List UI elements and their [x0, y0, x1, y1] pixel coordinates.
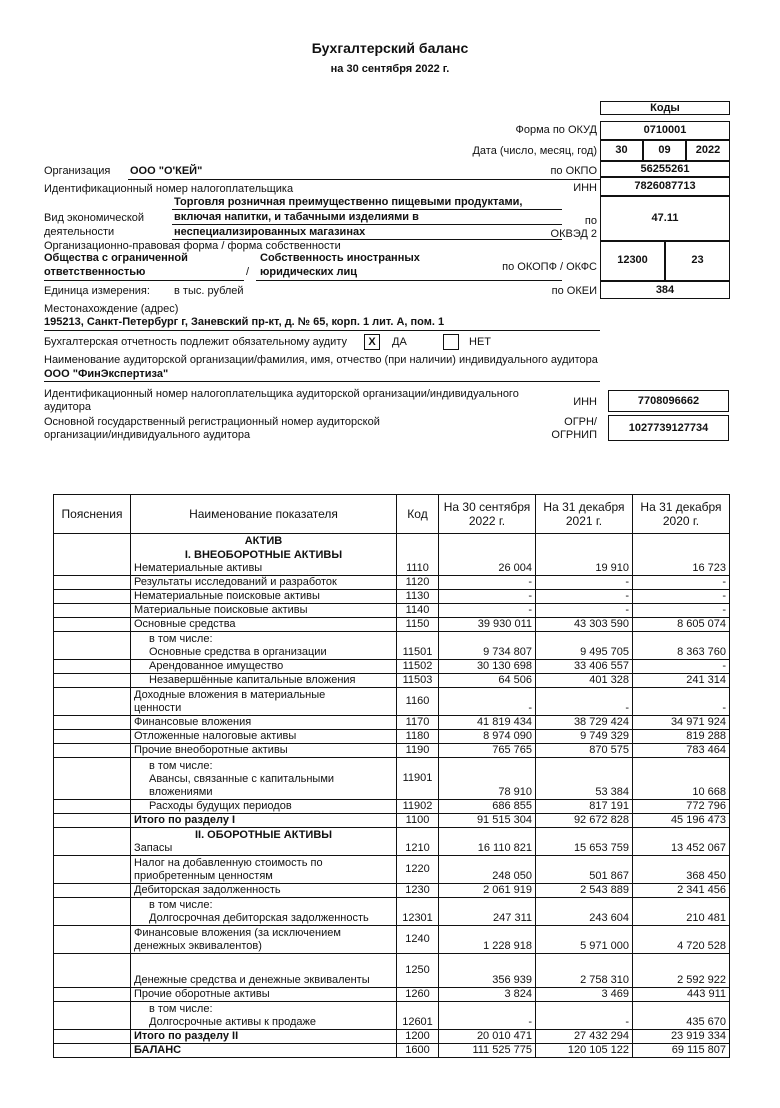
- value-2020-cell: 8 363 760: [633, 632, 730, 660]
- value-2022-cell: 30 130 698: [439, 660, 536, 674]
- indicator-label: Налог на добавленную стоимость по: [134, 857, 323, 869]
- code-cell: 11502: [397, 660, 439, 674]
- balance-table: [53, 494, 730, 1058]
- table-row: [54, 814, 730, 828]
- value-2021-cell: 92 672 828: [536, 814, 633, 828]
- notes-cell: [54, 632, 131, 660]
- org-name: ООО "О'КЕЙ": [130, 165, 203, 177]
- code-cell: 12601: [397, 1002, 439, 1030]
- codes-header: Коды: [600, 101, 730, 115]
- value-2021-cell: 2 758 310: [536, 954, 633, 988]
- value-2021-cell: 9 495 705: [536, 632, 633, 660]
- table-row: [54, 884, 730, 898]
- value-2021-cell: 501 867: [536, 856, 633, 884]
- indicator-cell: Материальные поисковые активы: [131, 604, 397, 618]
- notes-cell: [54, 856, 131, 884]
- audit-yes-label: ДА: [392, 336, 407, 348]
- audit-no-checkbox[interactable]: [443, 334, 459, 350]
- indicator-label-cont: денежных эквивалентов): [134, 940, 262, 952]
- value-2021-cell: 15 653 759: [536, 828, 633, 856]
- value-2022-cell: 39 930 011: [439, 618, 536, 632]
- value-2020-cell: -: [633, 604, 730, 618]
- indicator-cell: [131, 828, 397, 856]
- audit-required-label: Бухгалтерская отчетность подлежит обязательному аудиту: [44, 336, 347, 348]
- indicator-label: Финансовые вложения (за исключением: [134, 927, 341, 939]
- value-2020-cell: 13 452 067: [633, 828, 730, 856]
- table-row: [54, 534, 730, 548]
- value-2022-cell: 1 228 918: [439, 926, 536, 954]
- notes-cell: [54, 800, 131, 814]
- value-2020-cell: 783 464: [633, 744, 730, 758]
- table-header-row: [54, 495, 730, 534]
- code-cell: 1120: [397, 576, 439, 590]
- notes-cell: [54, 618, 131, 632]
- indicator-label-cont: приобретенным ценностям: [134, 870, 273, 882]
- table-row: [54, 898, 730, 926]
- table-row: [54, 1030, 730, 1044]
- indicator-label: Запасы: [134, 842, 173, 854]
- value-2020-cell: 16 723: [633, 562, 730, 576]
- table-row: [54, 744, 730, 758]
- legal-form-label: Организационно-правовая форма / форма собственности: [44, 240, 341, 252]
- table-row: [54, 1044, 730, 1058]
- code-cell: 11901: [397, 758, 439, 800]
- activity-line-2: включая напитки, и табачными изделиями в: [174, 211, 419, 223]
- code-cell: 1110: [397, 562, 439, 576]
- indicator-cell: Основные средства: [131, 618, 397, 632]
- value-2022-cell: 111 525 775: [439, 1044, 536, 1058]
- value-2020-cell: 368 450: [633, 856, 730, 884]
- auditor-inn-value: 7708096662: [608, 390, 729, 412]
- value-2022-cell: -: [439, 1002, 536, 1030]
- indicator-cell: Нематериальные поисковые активы: [131, 590, 397, 604]
- indicator-cell: АКТИВ: [131, 534, 397, 548]
- notes-cell: [54, 1002, 131, 1030]
- notes-cell: [54, 954, 131, 988]
- code-cell: [397, 548, 439, 562]
- indicator-label: Основные средства в организации: [149, 646, 327, 658]
- notes-cell: [54, 590, 131, 604]
- value-2022-cell: 64 506: [439, 674, 536, 688]
- value-2021-cell: 19 910: [536, 562, 633, 576]
- auditor-inn-code-label: ИНН: [573, 396, 597, 408]
- value-2021-cell: -: [536, 1002, 633, 1030]
- notes-cell: [54, 926, 131, 954]
- indicator-cell: Денежные средства и денежные эквиваленты: [131, 954, 397, 988]
- value-2021-cell: 401 328: [536, 674, 633, 688]
- indicator-cell: Арендованное имущество: [131, 660, 397, 674]
- unit-label: Единица измерения:: [44, 285, 150, 297]
- value-2021-cell: 870 575: [536, 744, 633, 758]
- notes-cell: [54, 660, 131, 674]
- table-row: [54, 688, 730, 716]
- subheading: в том числе:: [149, 633, 213, 645]
- value-2022-cell: -: [439, 604, 536, 618]
- indicator-cell: Результаты исследований и разработок: [131, 576, 397, 590]
- okopf-label: по ОКОПФ / ОКФС: [502, 261, 597, 273]
- unit-value: в тыс. рублей: [174, 285, 244, 297]
- notes-cell: [54, 576, 131, 590]
- indicator-cell: Итого по разделу II: [131, 1030, 397, 1044]
- indicator-cell: Итого по разделу I: [131, 814, 397, 828]
- indicator-cell: [131, 926, 397, 954]
- table-row: [54, 856, 730, 884]
- legal-form-separator: /: [246, 266, 250, 278]
- okud-label: Форма по ОКУД: [515, 124, 597, 136]
- value-2020-cell: -: [633, 660, 730, 674]
- indicator-cell: [131, 688, 397, 716]
- section-heading: II. ОБОРОТНЫЕ АКТИВЫ: [194, 829, 333, 841]
- value-2022-cell: [439, 534, 536, 548]
- table-row: [54, 590, 730, 604]
- activity-line-1: Торговля розничная преимущественно пищевыми продуктами,: [174, 196, 523, 208]
- value-2021-cell: 43 303 590: [536, 618, 633, 632]
- table-row: [54, 1002, 730, 1030]
- value-2020-cell: 210 481: [633, 898, 730, 926]
- okei-value: 384: [600, 281, 730, 299]
- subheading: в том числе:: [149, 1003, 213, 1015]
- value-2021-cell: 27 432 294: [536, 1030, 633, 1044]
- value-2020-cell: 2 341 456: [633, 884, 730, 898]
- code-cell: 1250: [397, 954, 439, 988]
- col-indicator-header: Наименование показателя: [131, 495, 397, 534]
- ownership-form-b: юридических лиц: [260, 266, 358, 278]
- activity-label-1: Вид экономической: [44, 212, 145, 224]
- value-2022-cell: 247 311: [439, 898, 536, 926]
- value-2022-cell: -: [439, 576, 536, 590]
- notes-cell: [54, 534, 131, 548]
- page-title: Бухгалтерский баланс: [311, 40, 469, 56]
- audit-no-label: НЕТ: [469, 336, 491, 348]
- value-2020-cell: -: [633, 688, 730, 716]
- code-cell: 1160: [397, 688, 439, 716]
- value-2020-cell: [633, 534, 730, 548]
- subheading: в том числе:: [149, 899, 213, 911]
- table-row: [54, 716, 730, 730]
- value-2020-cell: -: [633, 590, 730, 604]
- notes-cell: [54, 814, 131, 828]
- indicator-cell: [131, 758, 397, 800]
- col-notes-header: Пояснения: [54, 495, 131, 534]
- okpo-label: по ОКПО: [550, 165, 597, 177]
- ogrn-label-1: Основной государственный регистрационный номер аудиторской: [44, 416, 380, 428]
- code-cell: 1180: [397, 730, 439, 744]
- okved-value: 47.11: [600, 196, 730, 241]
- audit-yes-checkbox[interactable]: X: [364, 334, 380, 350]
- notes-cell: [54, 898, 131, 926]
- indicator-cell: [131, 1002, 397, 1030]
- table-body: [54, 534, 730, 1058]
- notes-cell: [54, 744, 131, 758]
- code-cell: 11503: [397, 674, 439, 688]
- notes-cell: [54, 1030, 131, 1044]
- table-row: [54, 758, 730, 800]
- date-year: 2022: [686, 140, 730, 161]
- notes-cell: [54, 988, 131, 1002]
- date-day: 30: [600, 140, 643, 161]
- value-2021-cell: -: [536, 688, 633, 716]
- value-2022-cell: 356 939: [439, 954, 536, 988]
- code-cell: 1230: [397, 884, 439, 898]
- col-code-header: Код: [397, 495, 439, 534]
- value-2020-cell: 4 720 528: [633, 926, 730, 954]
- value-2022-cell: 8 974 090: [439, 730, 536, 744]
- value-2020-cell: 241 314: [633, 674, 730, 688]
- value-2022-cell: 9 734 807: [439, 632, 536, 660]
- value-2021-cell: 33 406 557: [536, 660, 633, 674]
- indicator-label: Доходные вложения в материальные: [134, 689, 326, 701]
- indicator-cell: Нематериальные активы: [131, 562, 397, 576]
- indicator-cell: Финансовые вложения: [131, 716, 397, 730]
- subheading: в том числе:: [149, 760, 213, 772]
- value-2020-cell: -: [633, 576, 730, 590]
- col-2022-header: На 30 сентября 2022 г.: [439, 495, 536, 534]
- table-row: [54, 800, 730, 814]
- ogrn-code-label-2: ОГРНИП: [551, 429, 597, 441]
- code-cell: 1260: [397, 988, 439, 1002]
- okei-label: по ОКЕИ: [551, 285, 597, 297]
- indicator-cell: [131, 856, 397, 884]
- activity-label-2: деятельности: [44, 226, 115, 238]
- code-cell: 1170: [397, 716, 439, 730]
- indicator-cell: БАЛАНС: [131, 1044, 397, 1058]
- value-2021-cell: 817 191: [536, 800, 633, 814]
- okved-label-1: по: [584, 215, 597, 227]
- value-2021-cell: 5 971 000: [536, 926, 633, 954]
- value-2021-cell: -: [536, 604, 633, 618]
- okud-value: 0710001: [600, 121, 730, 140]
- auditor-name-label: Наименование аудиторской организации/фамилия, имя, отчество (при наличии) индивидуального аудитора: [44, 354, 598, 366]
- org-label: Организация: [44, 165, 111, 177]
- legal-form-1b: ответственностью: [44, 266, 146, 278]
- code-cell: 1140: [397, 604, 439, 618]
- ogrn-code-label-1: ОГРН/: [564, 416, 597, 428]
- indicator-cell: [131, 898, 397, 926]
- value-2020-cell: 34 971 924: [633, 716, 730, 730]
- page-subtitle: на 30 сентября 2022 г.: [330, 63, 450, 75]
- indicator-cell: Прочие оборотные активы: [131, 988, 397, 1002]
- table-row: [54, 548, 730, 562]
- value-2021-cell: [536, 534, 633, 548]
- indicator-label: Долгосрочные активы к продаже: [149, 1016, 317, 1028]
- code-cell: 11902: [397, 800, 439, 814]
- value-2022-cell: 91 515 304: [439, 814, 536, 828]
- value-2021-cell: 120 105 122: [536, 1044, 633, 1058]
- okpo-value: 56255261: [600, 161, 730, 177]
- indicator-cell: [131, 632, 397, 660]
- value-2021-cell: 9 749 329: [536, 730, 633, 744]
- value-2022-cell: [439, 548, 536, 562]
- value-2020-cell: 772 796: [633, 800, 730, 814]
- value-2020-cell: 69 115 807: [633, 1044, 730, 1058]
- auditor-name: ООО "ФинЭкспертиза": [44, 368, 169, 380]
- activity-line-3: неспециализированных магазинах: [174, 226, 366, 238]
- indicator-cell: Дебиторская задолженность: [131, 884, 397, 898]
- okfs-value: 23: [665, 241, 730, 281]
- col-2021-header: На 31 декабря 2021 г.: [536, 495, 633, 534]
- table-row: [54, 618, 730, 632]
- inn-code-label: ИНН: [573, 182, 597, 194]
- value-2020-cell: 23 919 334: [633, 1030, 730, 1044]
- table-row: [54, 828, 730, 856]
- notes-cell: [54, 674, 131, 688]
- value-2021-cell: 2 543 889: [536, 884, 633, 898]
- value-2022-cell: 3 824: [439, 988, 536, 1002]
- table-row: [54, 562, 730, 576]
- value-2021-cell: 53 384: [536, 758, 633, 800]
- indicator-label-cont: вложениями: [149, 786, 213, 798]
- code-cell: 1600: [397, 1044, 439, 1058]
- notes-cell: [54, 562, 131, 576]
- table-row: [54, 988, 730, 1002]
- table-row: [54, 926, 730, 954]
- date-month: 09: [643, 140, 686, 161]
- notes-cell: [54, 548, 131, 562]
- code-cell: 1240: [397, 926, 439, 954]
- value-2022-cell: 2 061 919: [439, 884, 536, 898]
- value-2020-cell: 45 196 473: [633, 814, 730, 828]
- indicator-cell: Отложенные налоговые активы: [131, 730, 397, 744]
- code-cell: 1150: [397, 618, 439, 632]
- legal-form-1a: Общества с ограниченной: [44, 252, 188, 264]
- value-2020-cell: 443 911: [633, 988, 730, 1002]
- indicator-cell: I. ВНЕОБОРОТНЫЕ АКТИВЫ: [131, 548, 397, 562]
- code-cell: 1130: [397, 590, 439, 604]
- notes-cell: [54, 716, 131, 730]
- indicator-label: Авансы, связанные с капитальными: [149, 773, 335, 785]
- col-2020-header: На 31 декабря 2020 г.: [633, 495, 730, 534]
- value-2021-cell: [536, 548, 633, 562]
- okved-label-2: ОКВЭД 2: [550, 228, 597, 240]
- table-row: [54, 730, 730, 744]
- value-2021-cell: 243 604: [536, 898, 633, 926]
- auditor-inn-label-1: Идентификационный номер налогоплательщика аудиторской организации/индивидуального: [44, 388, 519, 400]
- value-2020-cell: 2 592 922: [633, 954, 730, 988]
- taxpayer-id-label: Идентификационный номер налогоплательщика: [44, 183, 294, 195]
- notes-cell: [54, 604, 131, 618]
- indicator-cell: Незавершённые капитальные вложения: [131, 674, 397, 688]
- address-value: 195213, Санкт-Петербург г, Заневский пр-кт, д. № 65, корп. 1 лит. А, пом. 1: [44, 316, 445, 328]
- table-row: [54, 632, 730, 660]
- table-row: [54, 660, 730, 674]
- value-2022-cell: 686 855: [439, 800, 536, 814]
- table-row: [54, 576, 730, 590]
- value-2022-cell: 20 010 471: [439, 1030, 536, 1044]
- code-cell: 1190: [397, 744, 439, 758]
- notes-cell: [54, 730, 131, 744]
- code-cell: [397, 534, 439, 548]
- address-label: Местонахождение (адрес): [44, 303, 179, 315]
- value-2020-cell: 435 670: [633, 1002, 730, 1030]
- value-2022-cell: 26 004: [439, 562, 536, 576]
- value-2022-cell: -: [439, 590, 536, 604]
- code-cell: 1100: [397, 814, 439, 828]
- code-cell: 1200: [397, 1030, 439, 1044]
- indicator-cell: Расходы будущих периодов: [131, 800, 397, 814]
- indicator-cell: Прочие внеоборотные активы: [131, 744, 397, 758]
- notes-cell: [54, 1044, 131, 1058]
- table-row: [54, 674, 730, 688]
- value-2022-cell: 248 050: [439, 856, 536, 884]
- ogrn-label-2: организации/индивидуального аудитора: [44, 429, 251, 441]
- value-2022-cell: 41 819 434: [439, 716, 536, 730]
- value-2021-cell: -: [536, 590, 633, 604]
- okopf-value: 12300: [600, 241, 665, 281]
- value-2022-cell: 765 765: [439, 744, 536, 758]
- code-cell: 11501: [397, 632, 439, 660]
- value-2021-cell: 38 729 424: [536, 716, 633, 730]
- ownership-form-a: Собственность иностранных: [260, 252, 420, 264]
- value-2020-cell: 819 288: [633, 730, 730, 744]
- notes-cell: [54, 884, 131, 898]
- value-2021-cell: 3 469: [536, 988, 633, 1002]
- value-2020-cell: [633, 548, 730, 562]
- table-row: [54, 954, 730, 988]
- value-2021-cell: -: [536, 576, 633, 590]
- code-cell: 1220: [397, 856, 439, 884]
- notes-cell: [54, 828, 131, 856]
- date-label: Дата (число, месяц, год): [472, 145, 597, 157]
- indicator-label-cont: ценности: [134, 702, 182, 714]
- ogrn-value: 1027739127734: [608, 415, 729, 441]
- auditor-inn-label-2: аудитора: [44, 401, 91, 413]
- notes-cell: [54, 688, 131, 716]
- indicator-label: Долгосрочная дебиторская задолженность: [149, 912, 369, 924]
- notes-cell: [54, 758, 131, 800]
- code-cell: 1210: [397, 828, 439, 856]
- value-2022-cell: 78 910: [439, 758, 536, 800]
- inn-value: 7826087713: [600, 177, 730, 196]
- value-2022-cell: -: [439, 688, 536, 716]
- code-cell: 12301: [397, 898, 439, 926]
- value-2020-cell: 8 605 074: [633, 618, 730, 632]
- value-2020-cell: 10 668: [633, 758, 730, 800]
- value-2022-cell: 16 110 821: [439, 828, 536, 856]
- table-row: [54, 604, 730, 618]
